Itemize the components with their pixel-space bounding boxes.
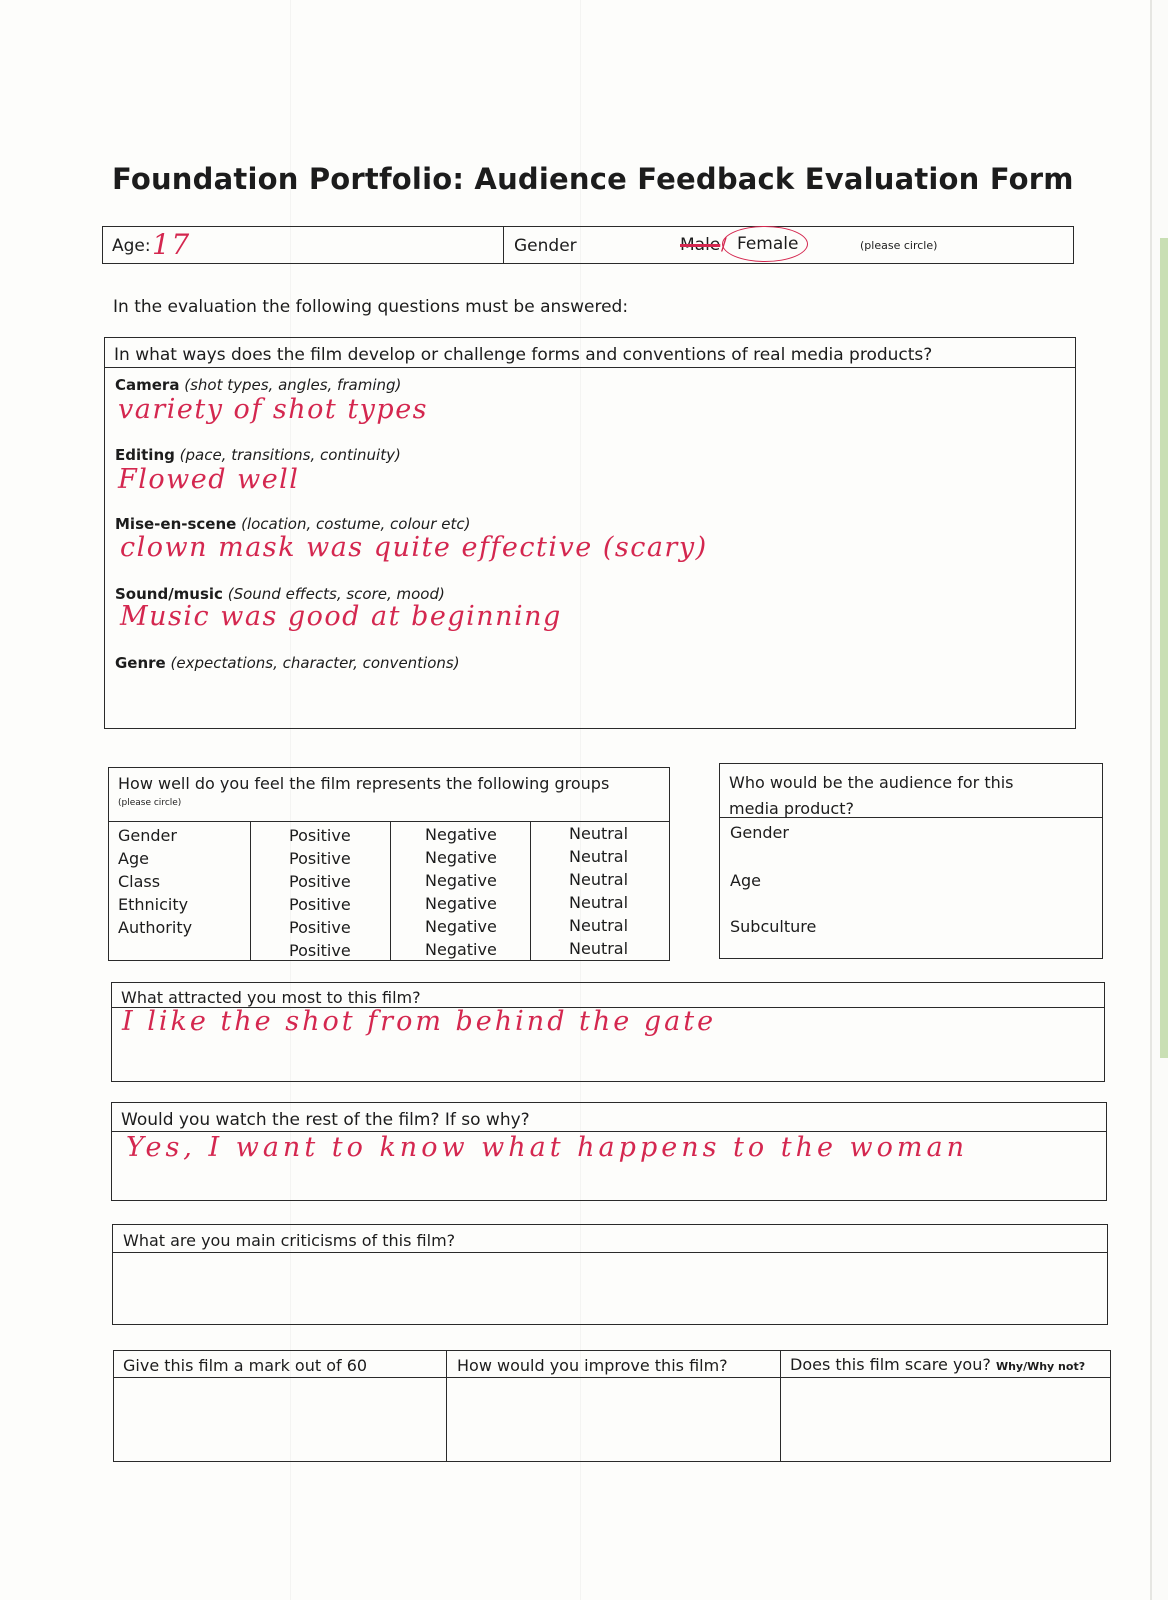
positive-column [289,824,351,962]
mark-answer-area[interactable] [114,1379,444,1461]
option-neutral[interactable]: Neutral [569,893,629,912]
genre-label: Genre (expectations, character, conventions) [115,654,460,672]
option-positive[interactable]: Positive [289,872,351,891]
age-label: Age: [112,236,151,256]
option-neutral[interactable]: Neutral [569,847,629,866]
watch-rest-answer[interactable]: Yes, I want to know what happens to the woman [126,1132,968,1163]
age-answer[interactable]: 17 [152,228,191,261]
camera-label: Camera (shot types, angles, framing) [115,376,402,394]
attracted-question: What attracted you most to this film? [121,988,421,1007]
option-negative[interactable]: Negative [425,917,497,936]
criticisms-question: What are you main criticisms of this film? [123,1231,456,1250]
form-title: Foundation Portfolio: Audience Feedback Evaluation Form [112,162,1074,196]
group-gender: Gender [118,826,177,845]
mark-question: Give this film a mark out of 60 [123,1356,368,1375]
scare-answer-area[interactable] [782,1379,1110,1461]
option-neutral[interactable]: Neutral [569,916,629,935]
negative-column [425,823,497,961]
option-positive[interactable]: Positive [289,918,351,937]
option-negative[interactable]: Negative [425,848,497,867]
selection-circle [722,226,808,262]
representation-question: How well do you feel the film represents the following groups [118,774,610,793]
mise-en-scene-answer[interactable]: clown mask was quite effective (scary) [120,532,708,563]
option-positive[interactable]: Positive [289,941,351,960]
group-class: Class [118,872,161,891]
group-age: Age [118,849,149,868]
sound-label: Sound/music (Sound effects, score, mood) [115,585,445,603]
group-ethnicity: Ethnicity [118,895,189,914]
mise-en-scene-label: Mise-en-scene (location, costume, colour etc) [115,515,471,533]
representation-hint: (please circle) [118,798,182,808]
audience-subculture-field[interactable]: Subculture [730,917,817,936]
audience-age-field[interactable]: Age [730,871,761,890]
editing-label: Editing (pace, transitions, continuity) [115,446,401,464]
scare-question: Does this film scare you? Why/Why not? [790,1355,1086,1374]
audience-question: Who would be the audience for this media product? [729,773,1014,818]
gender-separator: / [721,235,727,255]
gender-hint: (please circle) [860,239,938,252]
intro-text: In the evaluation the following questions must be answered: [113,297,629,317]
option-negative[interactable]: Negative [425,894,497,913]
option-positive[interactable]: Positive [289,826,351,845]
option-negative[interactable]: Negative [425,825,497,844]
option-neutral[interactable]: Neutral [569,824,629,843]
watch-rest-question: Would you watch the rest of the film? If so why? [121,1110,530,1130]
option-positive[interactable]: Positive [289,895,351,914]
camera-answer[interactable]: variety of shot types [118,394,429,425]
conventions-question: In what ways does the film develop or challenge forms and conventions of real media products? [114,345,933,365]
option-neutral[interactable]: Neutral [569,870,629,889]
gender-label: Gender [514,236,577,256]
option-negative[interactable]: Negative [425,871,497,890]
gender-option-male[interactable]: Male [680,235,721,255]
neutral-column [569,822,628,960]
option-positive[interactable]: Positive [289,849,351,868]
sound-answer[interactable]: Music was good at beginning [120,601,562,632]
audience-gender-field[interactable]: Gender [730,823,789,842]
editing-answer[interactable]: Flowed well [118,464,300,495]
option-neutral[interactable]: Neutral [569,939,629,958]
group-authority: Authority [118,918,193,937]
option-negative[interactable]: Negative [425,940,497,959]
gender-option-female[interactable]: Female [737,234,799,254]
attracted-answer[interactable]: I like the shot from behind the gate [122,1006,717,1037]
green-tab-edge [1160,238,1168,1058]
group-labels [118,824,192,939]
improve-question: How would you improve this film? [457,1356,728,1375]
improve-answer-area[interactable] [448,1379,778,1461]
